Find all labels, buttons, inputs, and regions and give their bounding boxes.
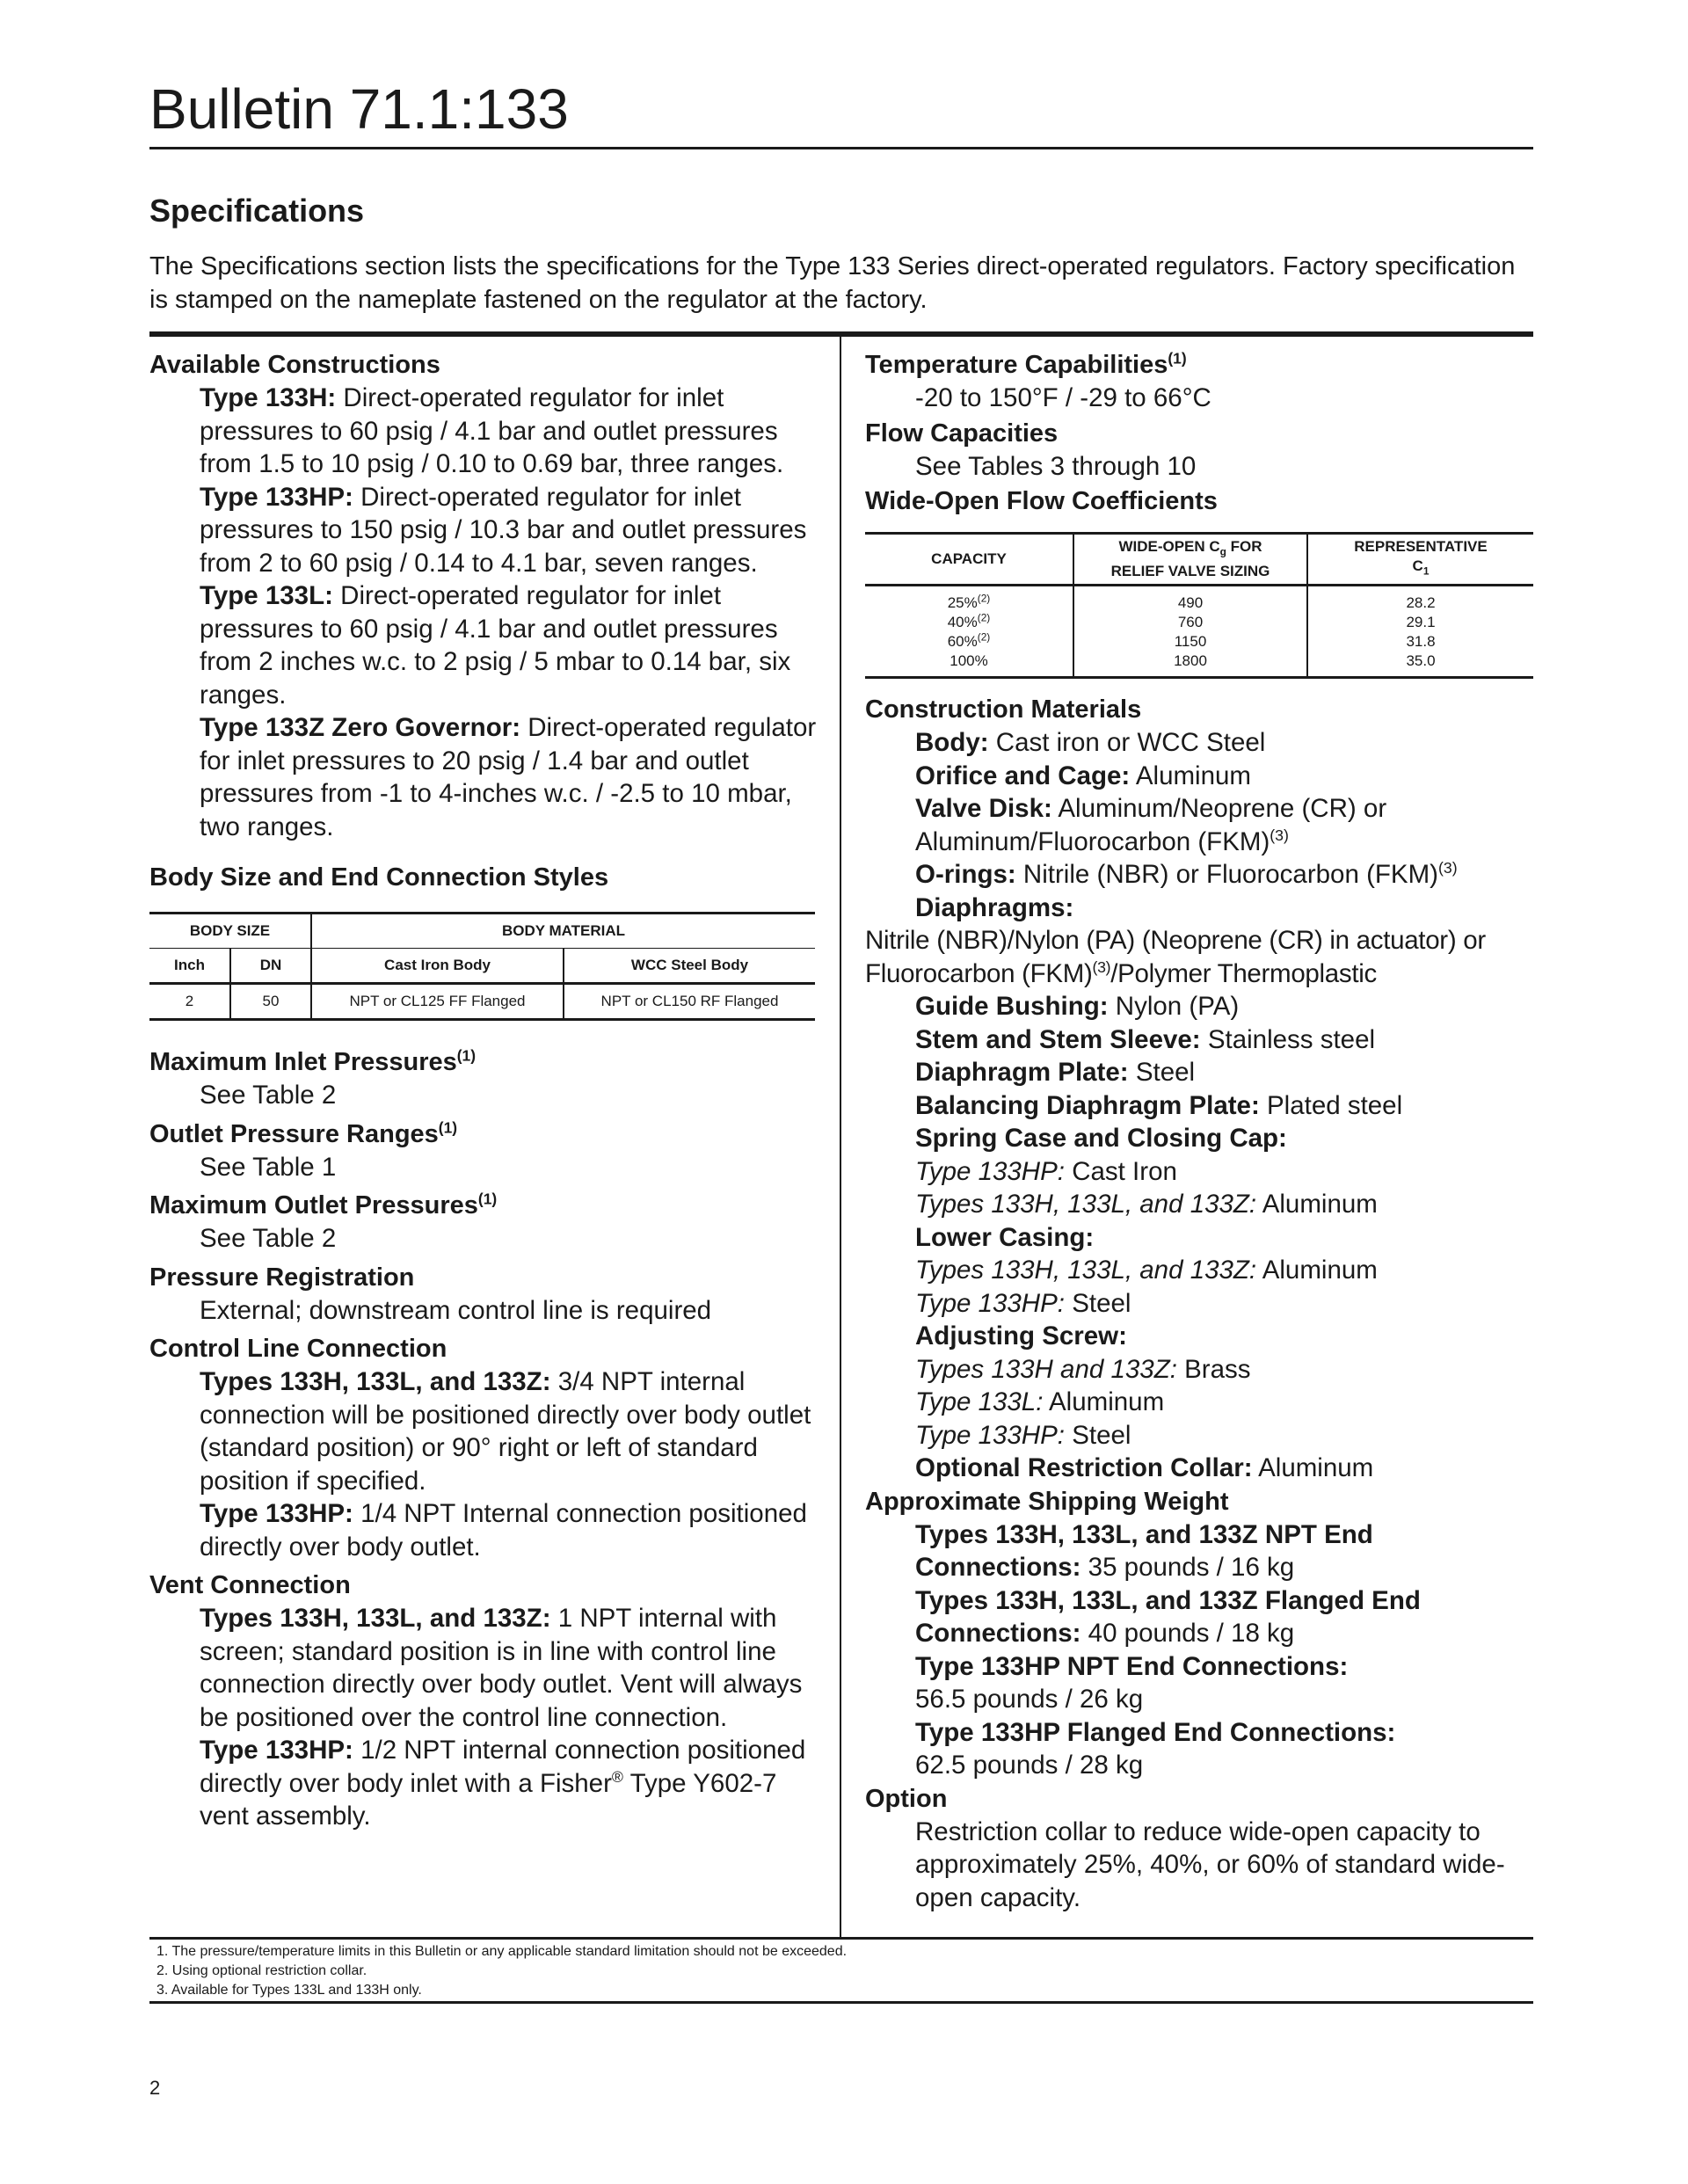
cell-cg: 760 — [1073, 613, 1307, 632]
material-spring-case-line: Type 133HP: Cast Iron — [915, 1156, 1177, 1186]
flow-coefficients-table — [865, 532, 1533, 679]
cell-cast-iron: NPT or CL125 FF Flanged — [311, 984, 564, 1020]
shipping-weight-heading: Approximate Shipping Weight — [865, 1487, 1229, 1516]
group-header-body-material: BODY MATERIAL — [311, 914, 815, 949]
outlet-ranges-text: See Table 1 — [200, 1152, 337, 1182]
body-size-table — [149, 912, 815, 1021]
cell-cg: 1800 — [1073, 652, 1307, 678]
column-divider — [840, 337, 841, 1939]
table-row — [865, 586, 1533, 614]
cell-cg: 1150 — [1073, 632, 1307, 652]
construction-133h: Type 133H: Direct-operated regulator for inlet pressures to 60 psig / 4.1 bar and outlet pressures from 1.5 to 10 psig / 0.10 to 0.69 bar, three ranges. — [200, 383, 784, 478]
shipping-weight-hp-npt-label: Type 133HP NPT End Connections: — [915, 1651, 1349, 1681]
col-header-representative-c1: REPRESENTATIVE $C_1$ — [1307, 534, 1533, 586]
cell-wcc: NPT or CL150 RF Flanged — [564, 984, 815, 1020]
flow-capacities-heading: Flow Capacities — [865, 419, 1059, 448]
material-lower-casing-line: Types 133H, 133L, and 133Z: Aluminum — [915, 1256, 1378, 1285]
temperature-heading: Temperature Capabilities$^{(1)}$ — [865, 349, 1187, 379]
section-heading: Specifications — [149, 193, 365, 229]
table-row — [149, 984, 815, 1020]
max-outlet-heading: Maximum Outlet Pressures$^{(1)}$ — [149, 1190, 498, 1219]
table-row — [865, 652, 1533, 678]
construction-materials-heading: Construction Materials — [865, 695, 1142, 724]
available-constructions-heading: Available Constructions — [149, 351, 440, 379]
construction-133hp: Type 133HP: Direct-operated regulator for inlet pressures to 150 psig / 10.3 bar and outlet pressures from 2 to 60 psig / 0.14 to 4.1 bar, seven ranges. — [200, 482, 807, 578]
col-header-capacity: CAPACITY — [865, 534, 1073, 586]
outlet-ranges-heading: Outlet Pressure Ranges$^{(1)}$ — [149, 1117, 458, 1148]
material-diaphragms-text: Nitrile (NBR)/Nylon (PA) (Neoprene (CR) in actuator) or Fluorocarbon (FKM)$^{(3)}$/Polymer Thermoplastic — [865, 926, 1486, 988]
option-text: Restriction collar to reduce wide-open capacity to approximately 25%, 40%, or 60% of standard wide-open capacity. — [915, 1816, 1505, 1912]
shipping-weight-hp-flanged-value: 62.5 pounds / 28 kg — [915, 1751, 1144, 1780]
cell-dn: 50 — [230, 984, 311, 1020]
group-header-body-size: BODY SIZE — [149, 914, 311, 949]
cell-c1: 29.1 — [1307, 613, 1533, 632]
shipping-weight-flanged: Types 133H, 133L, and 133Z Flanged End Connections: 40 pounds / 18 kg — [915, 1585, 1421, 1648]
footnotes — [156, 1942, 847, 2000]
table-row — [865, 613, 1533, 632]
cell-capacity: 60%$^{(2)}$ — [947, 630, 991, 650]
temperature-text: -20 to 150°F / -29 to 66°C — [915, 383, 1211, 412]
cell-c1: 35.0 — [1307, 652, 1533, 678]
shipping-weight-hp-flanged-label: Type 133HP Flanged End Connections: — [915, 1717, 1396, 1747]
material-diaphragms-label: Diaphragms: — [915, 892, 1074, 922]
footnote: 3. Available for Types 133L and 133H only. — [156, 1983, 422, 1998]
material-lower-casing-line: Type 133HP: Steel — [915, 1288, 1131, 1318]
intro-paragraph: The Specifications section lists the specifications for the Type 133 Series direct-operated regulators. Factory specification is stamped on the nameplate fastened on the regulator at the factory. — [149, 252, 1516, 314]
max-outlet-text: See Table 2 — [200, 1224, 337, 1253]
col-header-cast-iron: Cast Iron Body — [311, 949, 564, 984]
material-valve-disk: Valve Disk: Aluminum/Neoprene (CR) or Aluminum/Fluorocarbon (FKM)$^{(3)}$ — [915, 794, 1387, 856]
material-adjusting-screw-label: Adjusting Screw: — [915, 1321, 1127, 1350]
col-header-wide-open-cg: WIDE-OPEN $C_g$ FOR RELIEF VALVE SIZING — [1073, 534, 1307, 586]
max-inlet-text: See Table 2 — [200, 1081, 337, 1110]
col-header-wcc: WCC Steel Body — [564, 949, 815, 984]
page-number: 2 — [149, 2077, 161, 2099]
table-row — [865, 632, 1533, 652]
material-adjusting-screw-line: Types 133H and 133Z: Brass — [915, 1354, 1251, 1384]
control-line-heading: Control Line Connection — [149, 1335, 447, 1363]
cell-capacity: 40%$^{(2)}$ — [947, 611, 991, 630]
construction-133z: Type 133Z Zero Governor: Direct-operated regulator for inlet pressures to 20 psig / 1.4 bar and outlet pressures from -1 to 4-inches w.c. / -2.5 to 10 mbar, two ranges. — [200, 713, 817, 841]
pressure-registration-heading: Pressure Registration — [149, 1263, 415, 1292]
material-lower-casing-label: Lower Casing: — [915, 1222, 1095, 1252]
material-spring-case-label: Spring Case and Closing Cap: — [915, 1124, 1287, 1153]
control-line-item: Types 133H, 133L, and 133Z: 3/4 NPT internal connection will be positioned directly over body outlet (standard position) or 90° right or left of standard position if specified. — [200, 1367, 811, 1496]
section-divider — [149, 331, 1533, 337]
max-inlet-heading: Maximum Inlet Pressures$^{(1)}$ — [149, 1046, 477, 1076]
col-header-inch: Inch — [149, 949, 230, 984]
page-title: Bulletin 71.1:133 — [149, 77, 569, 141]
footnote: 1. The pressure/temperature limits in this Bulletin or any applicable standard limitation should not be exceeded. — [156, 1944, 848, 1959]
cell-inch: 2 — [185, 993, 194, 1009]
material-balancing-plate: Balancing Diaphragm Plate: Plated steel — [915, 1090, 1403, 1120]
material-adjusting-screw-line: Type 133L: Aluminum — [915, 1387, 1165, 1416]
material-orifice: Orifice and Cage: Aluminum — [915, 761, 1251, 790]
material-stem: Stem and Stem Sleeve: Stainless steel — [915, 1024, 1376, 1054]
vent-heading: Vent Connection — [149, 1571, 351, 1599]
material-body: Body: Cast iron or WCC Steel — [915, 728, 1266, 757]
material-guide-bushing: Guide Bushing: Nylon (PA) — [915, 992, 1240, 1021]
material-adjusting-screw-line: Type 133HP: Steel — [915, 1420, 1131, 1450]
cell-c1: 31.8 — [1307, 632, 1533, 652]
shipping-weight-npt: Types 133H, 133L, and 133Z NPT End Connections: 35 pounds / 16 kg — [915, 1519, 1373, 1582]
flow-capacities-text: See Tables 3 through 10 — [915, 451, 1197, 481]
material-restriction-collar: Optional Restriction Collar: Aluminum — [915, 1453, 1374, 1482]
body-size-heading: Body Size and End Connection Styles — [149, 863, 609, 892]
material-diaphragm-plate: Diaphragm Plate: Steel — [915, 1058, 1196, 1087]
col-header-dn: DN — [230, 949, 311, 984]
pressure-registration-text: External; downstream control line is required — [200, 1295, 712, 1325]
vent-item: Type 133HP: 1/2 NPT internal connection positioned directly over body inlet with a Fisher® Type Y602-7 vent assembly. — [200, 1736, 806, 1831]
left-column — [149, 348, 818, 1833]
footnote: 2. Using optional restriction collar. — [156, 1963, 367, 1978]
shipping-weight-hp-npt-value: 56.5 pounds / 26 kg — [915, 1685, 1144, 1714]
cell-capacity: 100% — [950, 652, 988, 669]
footnote-divider — [149, 1937, 1533, 1940]
right-column — [865, 348, 1533, 1914]
wide-open-heading: Wide-Open Flow Coefficients — [865, 487, 1218, 515]
title-divider — [149, 147, 1533, 149]
option-heading: Option — [865, 1784, 948, 1813]
cell-c1: 28.2 — [1307, 586, 1533, 614]
vent-item: Types 133H, 133L, and 133Z: 1 NPT internal with screen; standard position is in line with control line connection directly over body outlet. Vent will always be positioned over the control line connection. — [200, 1604, 803, 1732]
control-line-item: Type 133HP: 1/4 NPT Internal connection positioned directly over body outlet. — [200, 1499, 807, 1562]
footnote-bottom-divider — [149, 2001, 1533, 2004]
construction-133l: Type 133L: Direct-operated regulator for inlet pressures to 60 psig / 4.1 bar and outlet pressures from 2 inches w.c. to 2 psig / 5 mbar to 0.14 bar, six ranges. — [200, 581, 791, 710]
cell-cg: 490 — [1073, 586, 1307, 614]
cell-capacity: 25%$^{(2)}$ — [947, 592, 991, 611]
material-spring-case-line: Types 133H, 133L, and 133Z: Aluminum — [915, 1190, 1378, 1219]
material-orings: O-rings: Nitrile (NBR) or Fluorocarbon (FKM)$^{(3)}$ — [915, 859, 1458, 889]
